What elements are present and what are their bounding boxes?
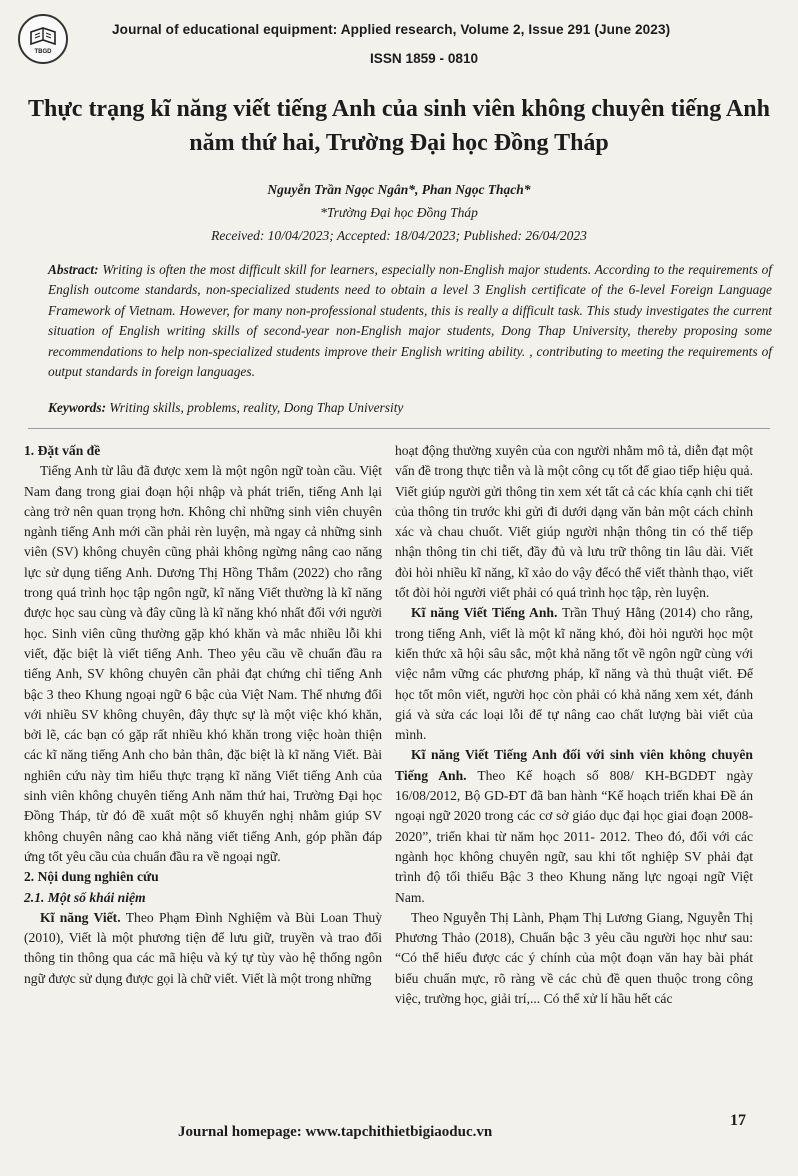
keywords-text: Writing skills, problems, reality, Dong Thap University: [109, 400, 404, 415]
definition-term: Kĩ năng Viết Tiếng Anh đối với sinh viên không chuyên Tiếng Anh.: [395, 747, 753, 783]
definition-nonmajor-writing: [395, 745, 753, 907]
issn: ISSN 1859 - 0810: [370, 51, 479, 66]
section-1-heading: 1. Đặt vấn đề: [24, 443, 101, 458]
abstract-text: Writing is often the most difficult skill for learners, especially non-English major students. According to the requirements of English outcome standards, non-specialized students need to obtain a level 3 English certificate of the 6-level Foreign Language Framework of Vietnam. However, for many non-professional students, this is really a difficult task. This study investigates the current situation of English writing skills of second-year non-English major students, Dong Thap University, thereby proposing some recommendations to help non-specialized students improve their English writing ability. , contributing to meeting the requirements of output standards in foreign languages.: [48, 262, 772, 380]
definition-text: Theo Phạm Đình Nghiệm và Bùi Loan Thuỳ (2010), Viết là một phương tiện để lưu giữ, truyền và trao đổi thông tin thông qua các mã hiệu và ký tự tùy vào hệ thống ngôn ngữ được sử dụng được gọi là chữ viết. Viết là một trong những: [24, 909, 383, 986]
definition-term: Kĩ năng Viết.: [40, 909, 121, 925]
article-title: Thực trạng kĩ năng viết tiếng Anh của sinh viên không chuyên tiếng Anh năm thứ hai, Trường Đại học Đồng Tháp: [28, 96, 770, 156]
keywords-label: Keywords:: [48, 400, 107, 415]
journal-header: [0, 0, 798, 78]
authors: Nguyễn Trần Ngọc Ngân*, Phan Ngọc Thạch*: [267, 182, 531, 197]
journal-logo: [18, 14, 68, 64]
logo-text: TBGD: [34, 48, 52, 55]
section-1-paragraph: Tiếng Anh từ lâu đã được xem là một ngôn ngữ toàn cầu. Việt Nam đang trong giai đoạn hội nhập và phát triển, tiếng Anh lại càng trở nên quan trọng hơn. Không chỉ những sinh viên chuyên ngành tiếng Anh mới cần phải rèn luyện, mà ngay cả những sinh viên (SV) không chuyên cũng phải không ngừng nâng cao năng lực sử dụng tiếng Anh. Dương Thị Hồng Thắm (2022) cho rằng trong quá trình học tập ngôn ngữ, kĩ năng Viết thường là kĩ năng được học sau cùng và đây cũng là kĩ năng khó nhất đối với người học. Sinh viên cũng thường gặp khó khăn và mắc nhiều lỗi khi viết, đặc biệt là viết tiếng Anh. Theo yêu cầu về chuẩn đầu ra tiếng Anh, SV không chuyên cần phải đạt chứng chỉ tiếng Anh bậc 3 theo Khung ngoại ngữ 6 bậc của Việt Nam. Thế nhưng đối với nhiều SV không chuyên, đây thực sự là một việc khó khăn, bởi lẽ, các bạn có gặp rất nhiều khó khăn trong việc hoàn thiện các kĩ năng tiếng Anh cho bản thân, đặc biệt là kĩ năng Viết. Bài nghiên cứu này tìm hiểu thực trạng kĩ năng Viết tiếng Anh của sinh viên không chuyên tiếng Anh năm thứ hai, Trường Đại học Đồng Tháp, từ đó đề xuất một số khuyến nghị nhằm giúp SV không chuyên nâng cao khả năng viết tiếng Anh, góp phần đáp ứng tốt yêu cầu của chuẩn đầu ra về ngoại ngữ.: [24, 463, 382, 864]
level3-paragraph: Theo Nguyễn Thị Lành, Phạm Thị Lương Giang, Nguyễn Thị Phương Thảo (2018), Chuẩn bậc 3 yêu cầu người học như sau: “Có thể hiểu được các ý chính của một đoạn văn hay bài phát biểu chuẩn mực, rõ ràng về các chủ đề quen thuộc trong công việc, trường học, giải trí,... Có thể xử lí hầu hết các: [395, 909, 753, 1007]
affiliation: *Trường Đại học Đồng Tháp: [320, 205, 478, 220]
definition-text: Theo Kế hoạch số 808/ KH-BGDĐT ngày 16/08/2012, Bộ GD-ĐT đã ban hành “Kế hoạch triển khai Đề án ngoại ngữ 2020 trong các cơ sở giáo dục đại học giai đoạn 2008-2020”, triển khai từ năm học 2011- 2012. Theo đó, đối với các ngành học không chuyên ngữ, sau khi tốt nghiệp SV phải đạt trình độ tối thiểu Bậc 3 theo Khung năng lực ngoại ngữ Việt Nam.: [395, 767, 753, 905]
left-column: [24, 441, 382, 989]
right-column: [395, 441, 753, 1009]
book-emblem-icon: [28, 24, 58, 48]
keywords: [48, 400, 772, 416]
definition-text: Trần Thuý Hằng (2014) cho rằng, trong tiếng Anh, viết là một kĩ năng khó, đòi hỏi người học một kiến thức xã hội sâu sắc, một khả năng tốt về ngôn ngữ cùng với việc nắm vững các phương pháp, kĩ năng và thủ thuật viết. Để học tốt môn viết, người học còn phải có khả năng xem xét, đánh giá và sửa các loại lỗi để tự nâng cao chất lượng bài viết của mình.: [395, 605, 753, 743]
page-number: 17: [730, 1112, 746, 1129]
section-2-1-heading: 2.1. Một số khái niệm: [24, 889, 146, 905]
abstract: [48, 260, 772, 382]
journal-citation: Journal of educational equipment: Applied research, Volume 2, Issue 291 (June 2023): [112, 22, 671, 37]
divider: [28, 428, 770, 429]
abstract-label: Abstract:: [48, 262, 99, 277]
section-2-heading: 2. Nội dung nghiên cứu: [24, 869, 159, 885]
publication-dates: Received: 10/04/2023; Accepted: 18/04/2023; Published: 26/04/2023: [211, 228, 587, 243]
definition-english-writing: [395, 603, 753, 745]
definition-term: Kĩ năng Viết Tiếng Anh.: [411, 605, 558, 621]
journal-homepage: Journal homepage: www.tapchithietbigiaoduc.vn: [178, 1124, 493, 1140]
continued-paragraph: hoạt động thường xuyên của con người nhằm mô tả, diễn đạt một vấn đề trong thực tiễn và là một công cụ tốt để giao tiếp hiệu quả. Viết giúp người gửi thông tin xem xét tất cả các khía cạnh chi tiết của thông tin trước khi gửi đi dưới dạng văn bản một cách chỉnh xác và chau chuốt. Viết giúp người nhận thông tin có thể tiếp nhận thông tin chi tiết, đầy đủ và lưu trữ thông tin lâu dài. Viết đòi hỏi nhiều kĩ năng, kĩ xảo do vậy đểcó thể viết thành thạo, viết tốt đòi hỏi người viết phải có quá trình học tập, rèn luyện.: [395, 443, 753, 601]
definition-writing-skill: [24, 908, 382, 989]
